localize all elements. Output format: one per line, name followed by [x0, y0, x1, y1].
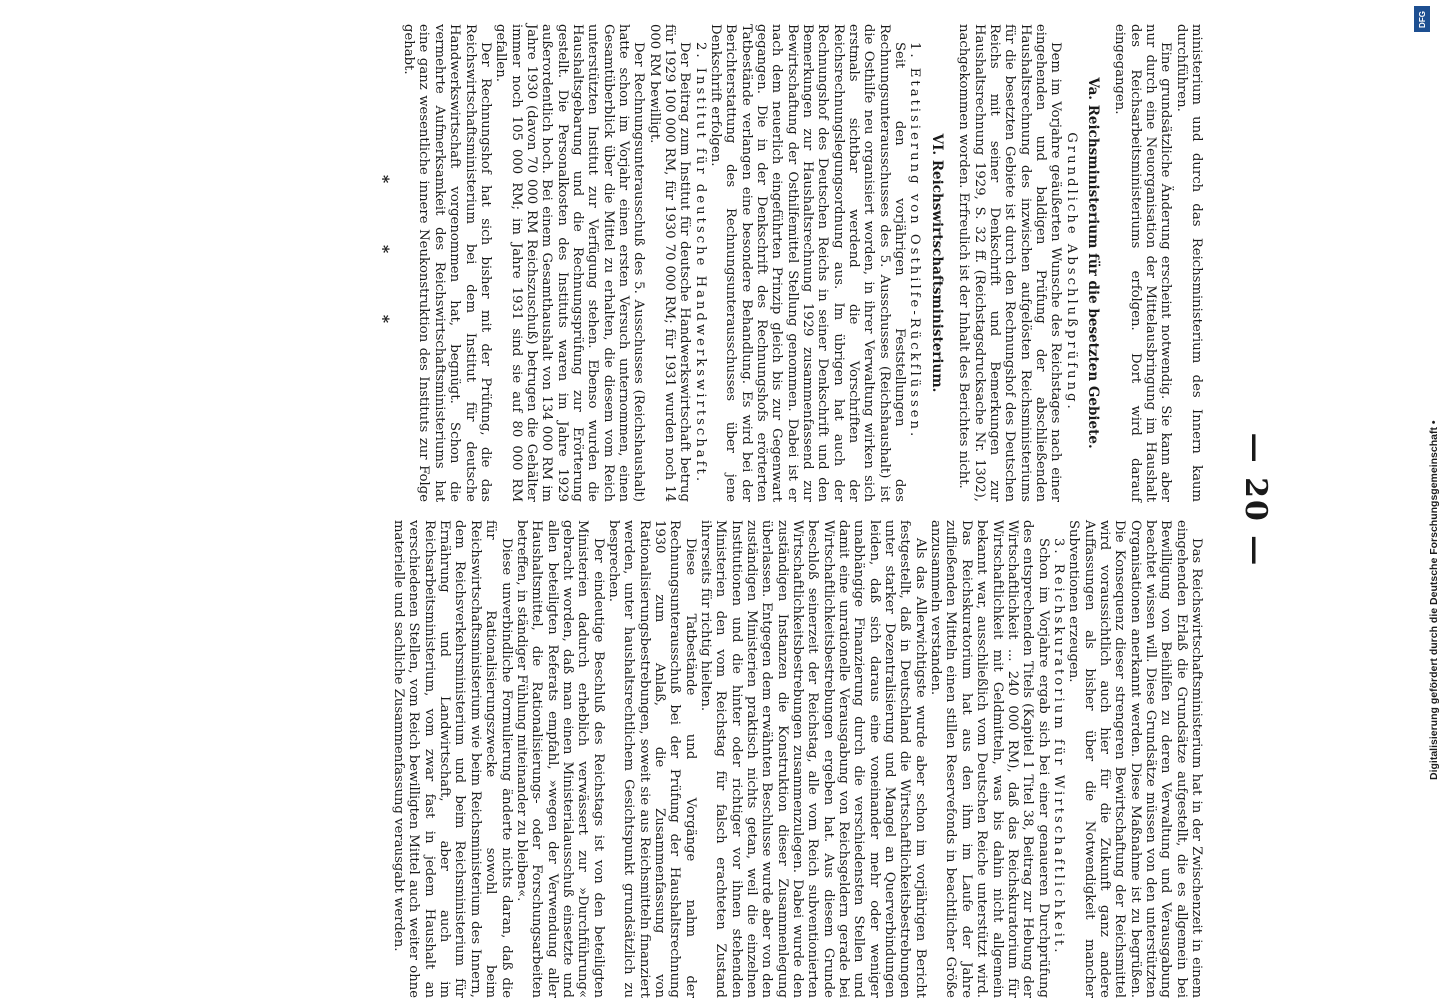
credit-text: Digitalisierung gefördert durch die Deutsche Forschungsgemeinschaft • [1428, 420, 1440, 780]
paragraph: Der eindeutige Beschluß des Reichstags ist von den beteiligten Ministerien dadurch erheblich verwässert zur »Durchführung« gebracht worden, daß man einen Ministerialausschuß einsetzte und allen beteiligten Referats empfahl, »wegen der Verwendung aller Haushaltsmittel, die Rationalisierungs- oder Forschungsarbeiten betreffen, in ständiger Fühlung miteinander zu bleiben«. [513, 520, 606, 998]
section-heading: Va. Reichsministerium für die besetzten Gebiete. [1084, 77, 1101, 449]
section-separator: * * * [373, 174, 393, 352]
paragraph: Diese unverbindliche Formulierung änderte nichts daran, daß die für Rationalisierungszwecke sowohl beim Reichswirtschaftsministerium wie beim Reichsministerium des Innern, dem Reichsverkehrsministerium und beim Reichsministerium für Ernährung und Landwirtschaft, aber auch im Reichsarbeitsministerium, vom zwar fast in jedem Haushalt an verschiedenen Stellen, vom Reich bewilligten Mittel auch weiter ohne materielle und sachliche Zusammenfassung verausgabt werden. [391, 520, 514, 998]
subheading: 1. Etatisierung von Osthilfe-Rückflüssen. [907, 42, 923, 440]
left-column [124, 24, 1204, 502]
subheading: Grundliche Abschlußprüfung. [1063, 132, 1079, 412]
paragraph: Der Rechnungsunterausschuß des 5. Ausschusses (Reichshaushalt) hatte schon im Vorjahr einen ersten Versuch unternommen, einen Gesamtüberblick über die Mittel zu erhalten, die diesem vom Reich unterstützten Institut zur Verfügung stehen. Ebenso wurden die Haushaltsgebarung und die Rechnungsprüfung zur Erörterung gestellt. Die Personalkosten des Instituts waren im Jahre 1929 außerordentlich hoch. Bei einem Gesamthaushalt von 134 000 RM im Jahre 1930 (davon 70 000 RM Reichszuschuß) betrugen die Gehälter immer noch 105 000 RM; im Jahre 1931 sind sie auf 80 000 RM gefallen. [493, 24, 647, 502]
paragraph: Schon im Vorjahre ergab sich bei einer genaueren Durchprüfung des entsprechenden Titels (Kapitel 1 Titel 38, Beitrag zur Hebung der Wirtschaftlichkeit ... 240 000 RM), daß das Reichskuratorium für Wirtschaftlichkeit mit Geldmitteln, was bis dahin nicht allgemein bekannt war, ausschließlich vom Deutschen Reiche unterstützt wird. Das Reichskuratorium hat aus den ihm im Laufe der Jahre zufließenden Mitteln einen stillen Reservefonds in beachtlicher Größe anzusammeln verstanden. [928, 520, 1051, 998]
paragraph: ministerium und durch das Reichsministerium des Innern kaum durchführen. [1173, 24, 1204, 502]
subheading: 3. Reichskuratorium für Wirtschaftlichkeit. [1050, 538, 1066, 956]
paragraph: Seit den vorjährigen Feststellungen des Rechnungsunterausschusses des 5. Ausschusses (Reichshaushalt) ist die Osthilfe neu organisiert worden, in ihrer Verwaltung wirken sich erstmals sichtbar werdend die Vorschriften der Reichsrechnungslegungsordnung aus. Im übrigen hat auch der Rechnungshof des Deutschen Reichs in seiner Denkschrift und den Bemerkungen zur Haushaltsrechnung 1929 zusammenfassend zur Bewirtschaftung der Osthilfemittel Stellung genommen. Dabei ist er nach dem neuerlich eingeführten Prinzip gleich bis zur Gegenwart gegangen. Die in der Denkschrift des Rechnungshofs erörterten Tatbestände verlangen eine besondere Behandlung. Es wird bei der Berichterstattung des Rechnungsunterausschusses über jene Denkschrift erfolgen. [708, 24, 908, 502]
paragraph: Diese Tatbestände und Vorgänge nahm der Rechnungsunterausschuß bei der Prüfung der Haushaltsrechnung 1930 zum Anlaß, die Zusammenfassung von Rationalisierungsbestrebungen, soweit sie aus Reichsmitteln finanziert werden, unter haushaltsrechtlichem Gesichtspunkt grundsätzlich zu besprechen. [605, 520, 698, 998]
page-number: — 20 — [1238, 432, 1274, 568]
subheading: 2. Institut für deutsche Handwerkswirtschaft. [692, 42, 708, 485]
paragraph: Eine grundsätzliche Änderung erscheint notwendig. Sie kann aber nur durch eine Neuorganisation der Mittelausbringung im Haushalt des Reichsarbeitsministeriums erfolgen. Dort wird darauf eingegangen. [1112, 24, 1174, 502]
digitization-credit [1412, 0, 1440, 1000]
rotated-document-page [96, 0, 1296, 1000]
paragraph: Als das Allerwichtigste wurde aber schon im vorjährigen Bericht festgestellt, daß in Deutschland die Wirtschaftlichkeitsbestrebungen unter starker Dezentralisierung und Mangel an Querverbindungen leiden, daß sich daraus eine voneinander mehr oder weniger unabhängige Finanzierung durch die verschiedensten Stellen und damit eine unrationelle Verausgabung von Reichsgeldern gerade bei Wirtschaftlichkeitsbestrebungen ergeben hat. Aus diesem Grunde beschloß seinerzeit der Reichstag, alle vom Reich subventionierten Wirtschaftlichkeitsbestrebungen zusammenzulegen. Dabei wurde den zuständigen Instanzen die Konstruktion dieser Zusammenlegung überlassen. Entgegen dem erwähnten Beschlusse wurde aber von den zuständigen Ministerien praktisch nichts getan, weil die einzelnen Institutionen und die hinter oder richtiger vor ihnen stehenden Ministerien den vom Reichstag für falsch erachteten Zustand ihrerseits für richtig hielten. [698, 520, 928, 998]
paragraph: Der Beitrag zum Institut für deutsche Handwerkswirtschaft betrug für 1929 100 000 RM, für 1930 70 000 RM; für 1931 wurden noch 14 000 RM bewilligt. [646, 24, 693, 502]
paragraph: Dem im Vorjahre geäußerten Wunsche des Reichstages nach einer eingehenden und baldigen Prüfung der abschließenden Haushaltsrechnung des inzwischen aufgelösten Reichsministeriums für die besetzten Gebiete ist durch den Rechnungshof des Deutschen Reichs mit seiner Denkschrift und Bemerkungen zur Haushaltsrechnung 1929, S. 32 ff. (Reichstagsdrucksache Nr. 1302), nachgekommen worden. Erfreulich ist der Inhalt des Berichtes nicht. [956, 24, 1064, 502]
paragraph: Der Rechnungshof hat sich bisher mit der Prüfung, die das Reichswirtschaftsministerium bei dem Institut für deutsche Handwerkswirtschaft vorgenommen hat, begnügt. Schon die vermehrte Aufmerksamkeit des Reichswirtschaftsministeriums hat eine ganz wesentliche innere Neukonstruktion des Instituts zur Folge gehabt. [401, 24, 493, 502]
paragraph: Das Reichswirtschaftsministerium hat in der Zwischenzeit in einem eingehenden Erlaß die Grundsätze aufgestellt, die es allgemein bei Bewilligung von Beihilfen zu deren Verwaltung und Verausgabung beachtet wissen will. Diese Grundsätze müssen von den unterstützten Organisationen anerkannt werden. Diese Maßnahme ist zu begrüßen. Die Konsequenz dieser strengeren Bewirtschaftung der Reichsmittel wird voraussichtlich auch hier für die Zukunft ganz andere Auffassungen als bisher über die Notwendigkeit mancher Subventionen erzeugen. [1066, 520, 1204, 998]
section-heading: VI. Reichswirtschaftsministerium. [928, 133, 945, 393]
dfg-logo: DFG [1414, 6, 1430, 32]
right-column [124, 520, 1204, 998]
